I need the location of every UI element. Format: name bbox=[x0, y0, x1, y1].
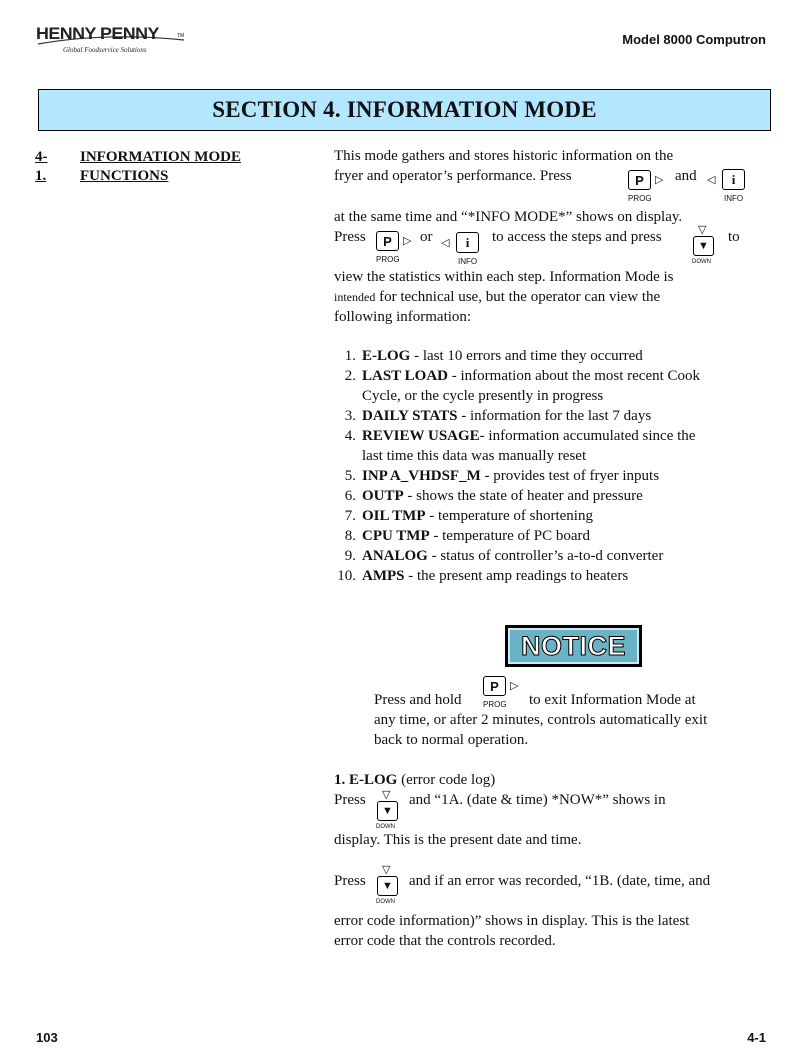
list-item-term: LAST LOAD bbox=[362, 368, 449, 384]
prog-key-label: PROG bbox=[376, 255, 400, 264]
triangle-left-icon: ◁ bbox=[707, 173, 716, 186]
intro-line-5: view the statistics within each step. Information Mode is bbox=[334, 269, 674, 285]
list-item bbox=[332, 526, 772, 546]
list-item-number: 10. bbox=[337, 568, 356, 584]
list-item-term: AMPS bbox=[362, 568, 405, 584]
list-item-number: 4. bbox=[344, 428, 356, 444]
list-item-number: 8. bbox=[344, 528, 356, 544]
intro-line-4c: to access the steps and press bbox=[492, 229, 662, 245]
list-item bbox=[332, 346, 772, 366]
subsection-title-line1: INFORMATION MODE bbox=[80, 149, 241, 165]
list-item-description: - temperature of PC board bbox=[429, 528, 591, 544]
list-item bbox=[332, 466, 772, 486]
intro-intended: intended bbox=[334, 290, 376, 304]
elog-heading bbox=[334, 771, 495, 790]
down-key-label: DOWN bbox=[376, 899, 395, 905]
list-item-number: 3. bbox=[344, 408, 356, 424]
footer-page-number: 4-1 bbox=[747, 1030, 766, 1045]
intro-line-4d: to bbox=[728, 229, 740, 245]
list-item-term: ANALOG bbox=[362, 548, 428, 564]
notice-line-1a: Press and hold bbox=[374, 692, 462, 708]
list-item-description-cont: Cycle, or the cycle presently in progress bbox=[362, 388, 604, 404]
elog-p1-text: and “1A. (date & time) *NOW*” shows in bbox=[409, 792, 666, 808]
list-item-description: - information about the most recent Cook bbox=[448, 368, 701, 384]
elog-p2-line2: error code information)” shows in display. This is the latest bbox=[334, 913, 690, 929]
henny-penny-logo bbox=[36, 22, 186, 64]
notice-label: NOTICE bbox=[520, 630, 626, 661]
list-item bbox=[332, 486, 772, 506]
notice-line-3: back to normal operation. bbox=[374, 732, 529, 748]
intro-line-2a: fryer and operator’s performance. Press bbox=[334, 168, 572, 184]
elog-p2-line3: error code that the controls recorded. bbox=[334, 933, 556, 949]
list-item-term: DAILY STATS bbox=[362, 408, 458, 424]
prog-key-label: PROG bbox=[483, 700, 507, 709]
elog-heading-bold: 1. E-LOG bbox=[334, 772, 398, 788]
info-key-letter: i bbox=[722, 169, 745, 190]
intro-line-1: This mode gathers and stores historic information on the bbox=[334, 148, 674, 164]
intro-line-4a: Press bbox=[334, 229, 366, 245]
notice-badge bbox=[505, 625, 642, 667]
prog-key-label: PROG bbox=[628, 194, 652, 203]
elog-heading-rest: (error code log) bbox=[397, 772, 496, 788]
list-item-term: INP A_VHDSF_M bbox=[362, 468, 481, 484]
list-item-term: OUTP bbox=[362, 488, 404, 504]
triangle-right-icon: ▷ bbox=[655, 173, 664, 186]
list-item bbox=[332, 506, 772, 526]
down-key-label: DOWN bbox=[376, 824, 395, 830]
prog-key-letter: P bbox=[628, 170, 651, 190]
triangle-down-outline-icon: ▽ bbox=[382, 788, 391, 801]
list-item-description: - temperature of shortening bbox=[425, 508, 593, 524]
elog-p1-press: Press bbox=[334, 792, 366, 808]
logo-text: HENNY PENNY bbox=[36, 24, 159, 43]
list-item-description: - shows the state of heater and pressure bbox=[403, 488, 643, 504]
footer-page-code: 103 bbox=[36, 1030, 58, 1045]
info-key-label: INFO bbox=[724, 194, 744, 203]
list-item-description: - last 10 errors and time they occurred bbox=[410, 348, 643, 364]
notice-line-2: any time, or after 2 minutes, controls automatically exit bbox=[374, 712, 708, 728]
list-item-description: - information for the last 7 days bbox=[457, 408, 652, 424]
intro-line-2b: and bbox=[675, 168, 697, 184]
list-item-number: 5. bbox=[344, 468, 356, 484]
triangle-down-outline-icon: ▽ bbox=[698, 223, 707, 236]
intro-line-7: following information: bbox=[334, 309, 472, 325]
list-item bbox=[332, 406, 772, 426]
list-item-term: CPU TMP bbox=[362, 528, 430, 544]
list-item-description: - status of controller’s a-to-d converter bbox=[427, 548, 664, 564]
section-title-bar bbox=[38, 89, 771, 131]
subsection-number: 4-1. bbox=[35, 149, 48, 184]
triangle-right-icon: ▷ bbox=[510, 679, 519, 692]
list-item-description: - the present amp readings to heaters bbox=[404, 568, 629, 584]
prog-key-letter: P bbox=[376, 231, 399, 251]
model-name: Model 8000 Computron bbox=[622, 32, 766, 47]
information-list bbox=[332, 346, 772, 586]
triangle-right-icon: ▷ bbox=[403, 234, 412, 247]
elog-p2-press: Press bbox=[334, 873, 366, 889]
list-item-number: 7. bbox=[344, 508, 356, 524]
list-item-term: REVIEW USAGE bbox=[362, 428, 480, 444]
down-key-arrow-icon: ▼ bbox=[377, 801, 398, 821]
list-item-description: - provides test of fryer inputs bbox=[480, 468, 660, 484]
prog-key-letter: P bbox=[483, 676, 506, 696]
subsection-title-line2: FUNCTIONS bbox=[80, 168, 169, 184]
elog-p1-line2: display. This is the present date and time. bbox=[334, 832, 582, 848]
notice-line-1b: to exit Information Mode at bbox=[529, 692, 696, 708]
elog-p2-text: and if an error was recorded, “1B. (date, time, and bbox=[409, 873, 711, 889]
info-key-label: INFO bbox=[458, 257, 478, 266]
list-item bbox=[332, 566, 772, 586]
list-item-term: OIL TMP bbox=[362, 508, 426, 524]
list-item-number: 2. bbox=[344, 368, 356, 384]
list-item-number: 9. bbox=[344, 548, 356, 564]
intro-line-3: at the same time and “*INFO MODE*” shows on display. bbox=[334, 209, 683, 225]
section-title: SECTION 4. INFORMATION MODE bbox=[212, 97, 597, 122]
list-item bbox=[332, 546, 772, 566]
logo-trademark: TM bbox=[177, 33, 185, 39]
list-item-term: E-LOG bbox=[362, 348, 411, 364]
intro-line-6b: for technical use, but the operator can view the bbox=[375, 289, 661, 305]
down-key-arrow-icon: ▼ bbox=[693, 236, 714, 256]
down-key-arrow-icon: ▼ bbox=[377, 876, 398, 896]
triangle-down-outline-icon: ▽ bbox=[382, 863, 391, 876]
intro-line-6 bbox=[334, 288, 660, 307]
list-item-description: - information accumulated since the bbox=[479, 428, 696, 444]
intro-line-4b: or bbox=[420, 229, 433, 245]
list-item-description-cont: last time this data was manually reset bbox=[362, 448, 587, 464]
list-item bbox=[332, 366, 772, 406]
down-key-label: DOWN bbox=[692, 259, 711, 265]
info-key-letter: i bbox=[456, 232, 479, 253]
list-item-number: 1. bbox=[344, 348, 356, 364]
list-item-number: 6. bbox=[344, 488, 356, 504]
triangle-left-icon: ◁ bbox=[441, 236, 450, 249]
list-item bbox=[332, 426, 772, 466]
logo-tagline: Global Foodservice Solutions bbox=[63, 46, 147, 54]
